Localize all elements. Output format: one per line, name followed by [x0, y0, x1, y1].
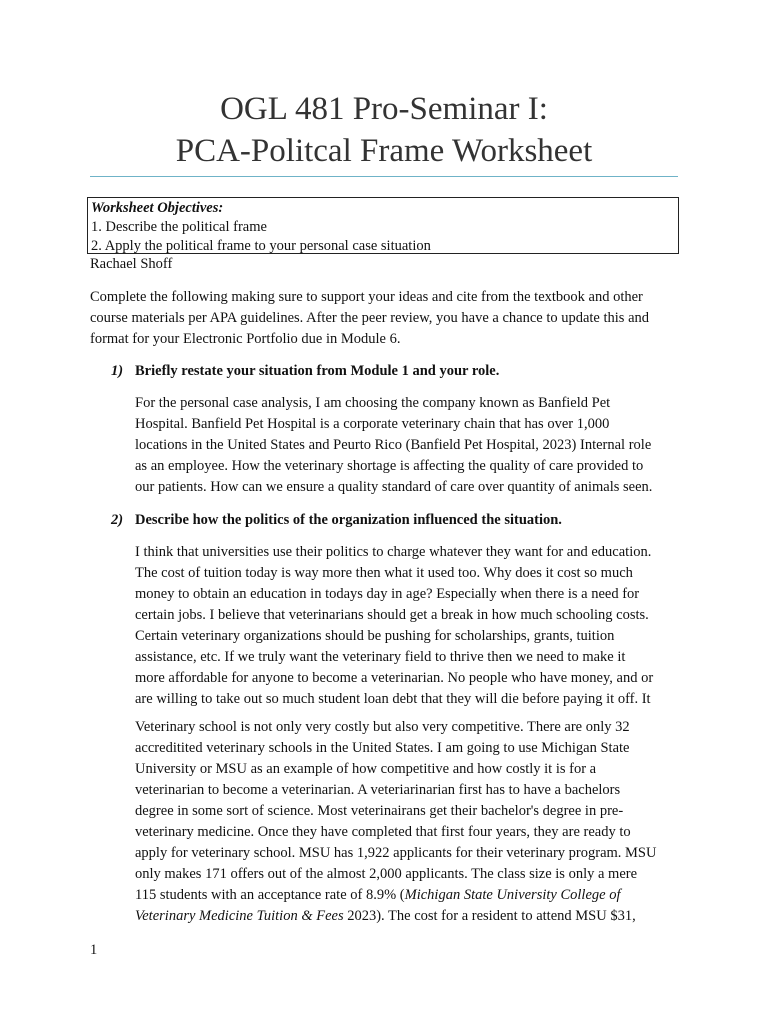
- intro-line: course materials per APA guidelines. After the peer review, you have a chance to update this and: [90, 310, 650, 326]
- citation-title: Michigan State University College of: [404, 887, 621, 903]
- answer-line: University or MSU as an example of how competitive and how costly it is for a: [135, 761, 597, 777]
- question-text: Briefly restate your situation from Module 1 and your role.: [135, 363, 500, 379]
- answer-line: locations in the United States and Peurto Rico (Banfield Pet Hospital, 2023) Internal role: [135, 437, 652, 453]
- answer-line: [135, 885, 656, 906]
- answer-text: 2023). The cost for a resident to attend MSU $31,: [343, 908, 636, 924]
- answer-line: accreditited veterinary schools in the United States. I am going to use Michigan State: [135, 740, 630, 756]
- intro-paragraph: [90, 287, 649, 350]
- answer-line: veterinarian to become a veterinarian. A veteriarinarian first has to have a bachelors: [135, 782, 621, 798]
- objectives-box: [87, 197, 679, 254]
- title-line-1: OGL 481 Pro-Seminar I:: [220, 91, 548, 127]
- title-divider: [90, 176, 678, 177]
- answer-line: as an employee. How the veterinary shortage is affecting the quality of care provided to: [135, 458, 644, 474]
- answer-line: Certain veterinary organizations should be pushing for scholarships, grants, tuition: [135, 628, 615, 644]
- answer-line: apply for veterinary school. MSU has 1,922 applicants for their veterinary program. MSU: [135, 845, 657, 861]
- answer-1-paragraph: [135, 393, 652, 498]
- answer-line: The cost of tuition today is way more then what it used too. Why does it cost so much: [135, 565, 633, 581]
- objective-item: 2. Apply the political frame to your personal case situation: [91, 238, 431, 254]
- page-number: 1: [90, 942, 98, 958]
- answer-line: I think that universities use their politics to charge whatever they want for and education.: [135, 544, 652, 560]
- answer-line: veterinary medicine. Once they have completed that first four years, they are ready to: [135, 824, 631, 840]
- answer-line: [135, 906, 656, 927]
- worksheet-title: [0, 88, 768, 172]
- author-name: Rachael Shoff: [90, 256, 173, 272]
- answer-line: certain jobs. I believe that veterinarians should get a break in how much schooling costs.: [135, 607, 649, 623]
- answer-line: money to obtain an education in todays day in age? Especially when there is a need for: [135, 586, 640, 602]
- objective-item: 1. Describe the political frame: [91, 219, 267, 235]
- answer-line: Hospital. Banfield Pet Hospital is a corporate veterinary chain that has over 1,000: [135, 416, 610, 432]
- citation-title: Veterinary Medicine Tuition & Fees: [135, 908, 344, 924]
- answer-line: For the personal case analysis, I am choosing the company known as Banfield Pet: [135, 395, 611, 411]
- answer-line: our patients. How can we ensure a quality standard of care over quantity of animals seen.: [135, 479, 653, 495]
- answer-text: 115 students with an acceptance rate of 8.9% (: [135, 887, 405, 903]
- intro-line: Complete the following making sure to support your ideas and cite from the textbook and other: [90, 289, 643, 305]
- intro-line: format for your Electronic Portfolio due in Module 6.: [90, 331, 401, 347]
- question-number: 2): [111, 512, 124, 528]
- answer-line: more affordable for anyone to become a veterinarian. No people who have money, and or: [135, 670, 654, 686]
- answer-line: are willing to take out so much student loan debt that they will die before paying it off. It: [135, 691, 651, 707]
- answer-line: assistance, etc. If we truly want the veterinary field to thrive then we need to make it: [135, 649, 626, 665]
- answer-2-paragraph: [135, 542, 653, 710]
- answer-line: degree in some sort of science. Most veterinairans get their bachelor's degree in pre-: [135, 803, 624, 819]
- question-text: Describe how the politics of the organization influenced the situation.: [135, 512, 562, 528]
- title-line-2: PCA-Politcal Frame Worksheet: [175, 133, 593, 169]
- objectives-heading: Worksheet Objectives:: [91, 200, 224, 216]
- answer-line: Veterinary school is not only very costly but also very competitive. There are only 32: [135, 719, 630, 735]
- answer-3-paragraph: [135, 717, 656, 927]
- question-number: 1): [111, 363, 124, 379]
- answer-line: only makes 171 offers out of the almost 2,000 applicants. The class size is only a mere: [135, 866, 638, 882]
